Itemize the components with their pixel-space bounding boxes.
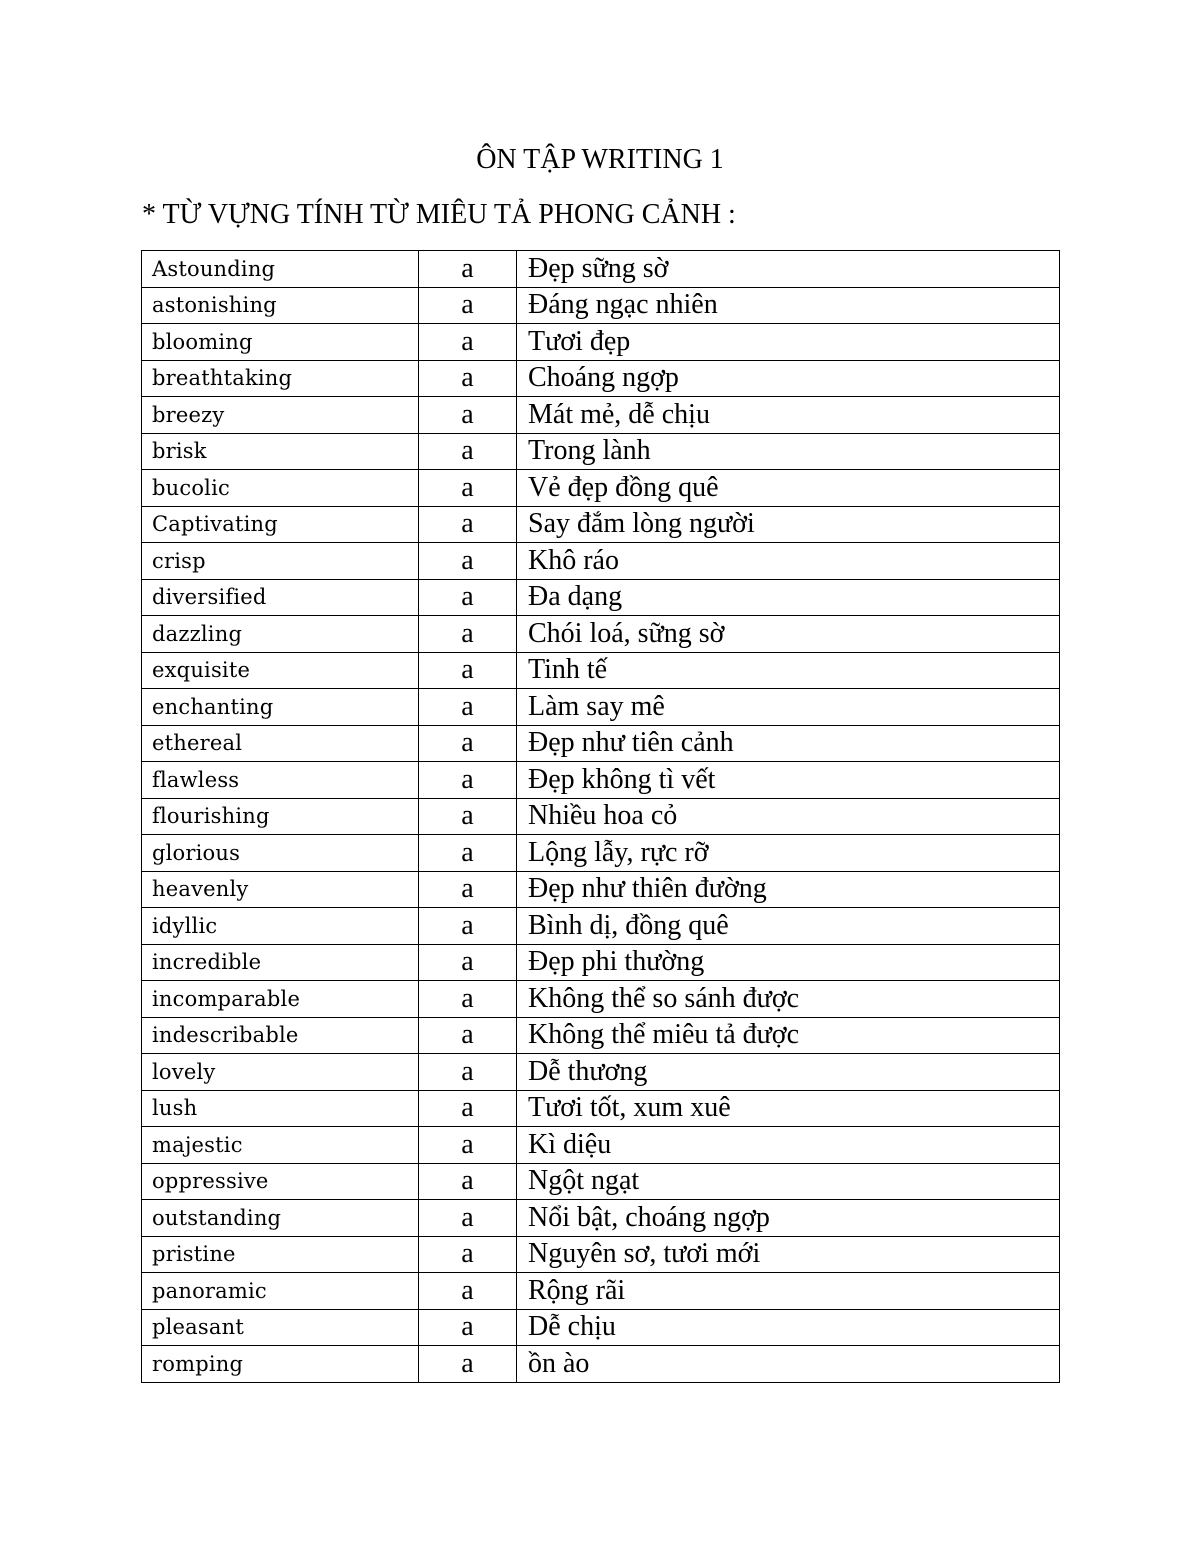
table-row bbox=[142, 798, 1060, 835]
vocab-part-of-speech: a bbox=[419, 360, 517, 397]
vocab-meaning: Đẹp không tì vết bbox=[517, 762, 1060, 799]
vocab-meaning: Tươi tốt, xum xuê bbox=[517, 1090, 1060, 1127]
vocab-meaning: Nguyên sơ, tươi mới bbox=[517, 1236, 1060, 1273]
vocab-word: indescribable bbox=[142, 1017, 419, 1054]
vocab-meaning: Bình dị, đồng quê bbox=[517, 908, 1060, 945]
vocab-word: oppressive bbox=[142, 1163, 419, 1200]
table-row bbox=[142, 871, 1060, 908]
vocab-part-of-speech: a bbox=[419, 762, 517, 799]
table-row bbox=[142, 1200, 1060, 1237]
table-row bbox=[142, 1309, 1060, 1346]
vocab-part-of-speech: a bbox=[419, 1054, 517, 1091]
vocab-part-of-speech: a bbox=[419, 944, 517, 981]
vocab-part-of-speech: a bbox=[419, 543, 517, 580]
vocab-part-of-speech: a bbox=[419, 835, 517, 872]
vocab-word: lovely bbox=[142, 1054, 419, 1091]
vocab-word: ethereal bbox=[142, 725, 419, 762]
vocab-part-of-speech: a bbox=[419, 1090, 517, 1127]
vocab-part-of-speech: a bbox=[419, 1017, 517, 1054]
table-row bbox=[142, 652, 1060, 689]
vocab-meaning: Làm say mê bbox=[517, 689, 1060, 726]
vocab-part-of-speech: a bbox=[419, 981, 517, 1018]
table-row bbox=[142, 543, 1060, 580]
table-row bbox=[142, 908, 1060, 945]
vocab-meaning: Mát mẻ, dễ chịu bbox=[517, 397, 1060, 434]
vocab-word: Astounding bbox=[142, 251, 419, 288]
vocab-meaning: Trong lành bbox=[517, 433, 1060, 470]
vocab-meaning: ồn ào bbox=[517, 1346, 1060, 1383]
table-row bbox=[142, 360, 1060, 397]
vocab-part-of-speech: a bbox=[419, 506, 517, 543]
table-row bbox=[142, 1236, 1060, 1273]
vocab-word: blooming bbox=[142, 324, 419, 361]
vocab-part-of-speech: a bbox=[419, 1163, 517, 1200]
vocab-meaning: Choáng ngợp bbox=[517, 360, 1060, 397]
table-row bbox=[142, 1054, 1060, 1091]
table-row bbox=[142, 324, 1060, 361]
vocab-meaning: Lộng lẫy, rực rỡ bbox=[517, 835, 1060, 872]
table-row bbox=[142, 1273, 1060, 1310]
vocab-meaning: Đẹp phi thường bbox=[517, 944, 1060, 981]
vocab-word: flawless bbox=[142, 762, 419, 799]
vocab-meaning: Đẹp như thiên đường bbox=[517, 871, 1060, 908]
vocab-meaning: Đa dạng bbox=[517, 579, 1060, 616]
vocab-word: Captivating bbox=[142, 506, 419, 543]
vocab-word: lush bbox=[142, 1090, 419, 1127]
vocab-part-of-speech: a bbox=[419, 251, 517, 288]
vocab-part-of-speech: a bbox=[419, 1200, 517, 1237]
vocab-word: crisp bbox=[142, 543, 419, 580]
vocab-meaning: Ngột ngạt bbox=[517, 1163, 1060, 1200]
vocab-meaning: Rộng rãi bbox=[517, 1273, 1060, 1310]
vocab-part-of-speech: a bbox=[419, 1236, 517, 1273]
vocab-meaning: Đẹp sững sờ bbox=[517, 251, 1060, 288]
vocab-word: enchanting bbox=[142, 689, 419, 726]
table-row bbox=[142, 835, 1060, 872]
vocab-word: panoramic bbox=[142, 1273, 419, 1310]
vocab-word: exquisite bbox=[142, 652, 419, 689]
vocab-meaning: Tinh tế bbox=[517, 652, 1060, 689]
table-row bbox=[142, 1127, 1060, 1164]
vocab-part-of-speech: a bbox=[419, 287, 517, 324]
vocab-word: glorious bbox=[142, 835, 419, 872]
table-row bbox=[142, 981, 1060, 1018]
vocab-part-of-speech: a bbox=[419, 652, 517, 689]
vocab-part-of-speech: a bbox=[419, 433, 517, 470]
vocab-part-of-speech: a bbox=[419, 1346, 517, 1383]
vocab-word: dazzling bbox=[142, 616, 419, 653]
vocab-meaning: Dễ thương bbox=[517, 1054, 1060, 1091]
vocab-meaning: Không thể so sánh được bbox=[517, 981, 1060, 1018]
vocab-meaning: Không thể miêu tả được bbox=[517, 1017, 1060, 1054]
vocab-part-of-speech: a bbox=[419, 397, 517, 434]
vocab-word: outstanding bbox=[142, 1200, 419, 1237]
vocab-meaning: Đáng ngạc nhiên bbox=[517, 287, 1060, 324]
vocab-word: astonishing bbox=[142, 287, 419, 324]
vocab-meaning: Đẹp như tiên cảnh bbox=[517, 725, 1060, 762]
vocab-meaning: Nhiều hoa cỏ bbox=[517, 798, 1060, 835]
vocab-part-of-speech: a bbox=[419, 1309, 517, 1346]
vocab-part-of-speech: a bbox=[419, 689, 517, 726]
vocab-part-of-speech: a bbox=[419, 871, 517, 908]
vocab-meaning: Kì diệu bbox=[517, 1127, 1060, 1164]
table-row bbox=[142, 251, 1060, 288]
vocab-part-of-speech: a bbox=[419, 470, 517, 507]
vocab-word: romping bbox=[142, 1346, 419, 1383]
vocab-part-of-speech: a bbox=[419, 579, 517, 616]
vocab-word: incredible bbox=[142, 944, 419, 981]
table-row bbox=[142, 397, 1060, 434]
vocab-meaning: Dễ chịu bbox=[517, 1309, 1060, 1346]
vocab-part-of-speech: a bbox=[419, 324, 517, 361]
table-row bbox=[142, 579, 1060, 616]
vocab-part-of-speech: a bbox=[419, 725, 517, 762]
vocab-meaning: Nổi bật, choáng ngợp bbox=[517, 1200, 1060, 1237]
vocab-part-of-speech: a bbox=[419, 1127, 517, 1164]
vocab-word: majestic bbox=[142, 1127, 419, 1164]
vocab-word: idyllic bbox=[142, 908, 419, 945]
table-row bbox=[142, 944, 1060, 981]
table-row bbox=[142, 1163, 1060, 1200]
document-title: ÔN TẬP WRITING 1 bbox=[476, 144, 724, 175]
vocab-word: pleasant bbox=[142, 1309, 419, 1346]
table-row bbox=[142, 1017, 1060, 1054]
vocab-word: breezy bbox=[142, 397, 419, 434]
vocab-part-of-speech: a bbox=[419, 798, 517, 835]
vocab-part-of-speech: a bbox=[419, 616, 517, 653]
vocab-meaning: Say đắm lòng người bbox=[517, 506, 1060, 543]
vocab-word: pristine bbox=[142, 1236, 419, 1273]
table-row bbox=[142, 433, 1060, 470]
vocab-word: bucolic bbox=[142, 470, 419, 507]
vocab-word: incomparable bbox=[142, 981, 419, 1018]
vocabulary-table bbox=[141, 250, 1060, 1383]
vocab-word: breathtaking bbox=[142, 360, 419, 397]
vocab-part-of-speech: a bbox=[419, 908, 517, 945]
table-row bbox=[142, 725, 1060, 762]
vocab-meaning: Chói loá, sững sờ bbox=[517, 616, 1060, 653]
vocab-word: flourishing bbox=[142, 798, 419, 835]
table-row bbox=[142, 506, 1060, 543]
vocab-meaning: Tươi đẹp bbox=[517, 324, 1060, 361]
table-row bbox=[142, 1346, 1060, 1383]
section-heading: * TỪ VỰNG TÍNH TỪ MIÊU TẢ PHONG CẢNH : bbox=[142, 199, 736, 230]
table-row bbox=[142, 470, 1060, 507]
vocab-meaning: Khô ráo bbox=[517, 543, 1060, 580]
table-row bbox=[142, 689, 1060, 726]
vocab-word: diversified bbox=[142, 579, 419, 616]
table-row bbox=[142, 287, 1060, 324]
table-row bbox=[142, 1090, 1060, 1127]
vocab-word: brisk bbox=[142, 433, 419, 470]
vocab-meaning: Vẻ đẹp đồng quê bbox=[517, 470, 1060, 507]
vocabulary-table-body bbox=[142, 251, 1060, 1383]
vocab-part-of-speech: a bbox=[419, 1273, 517, 1310]
table-row bbox=[142, 616, 1060, 653]
vocab-word: heavenly bbox=[142, 871, 419, 908]
table-row bbox=[142, 762, 1060, 799]
